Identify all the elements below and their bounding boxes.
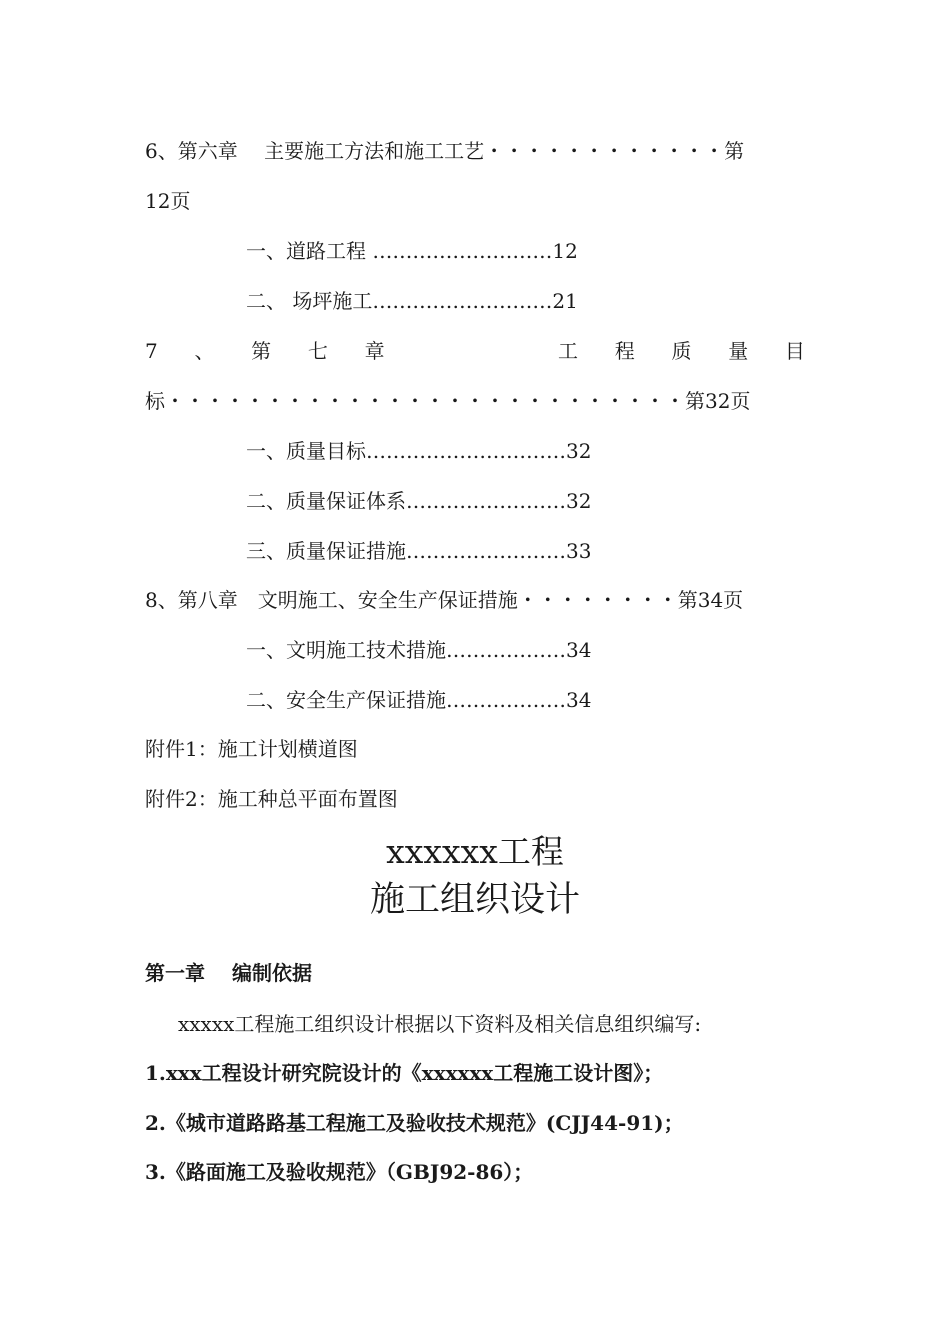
toc-chapter7-gap (421, 338, 521, 364)
reference-item: 3.《路面施工及验收规范》（GBJ92-86）； (145, 1160, 534, 1184)
toc-attachment: 附件1：施工计划横道图 (145, 737, 358, 761)
toc-chapter7-part: 量 (728, 339, 749, 363)
toc-item: 三、质量保证措施……………………33 (246, 539, 592, 563)
toc-item: 二、安全生产保证措施………………34 (246, 688, 592, 712)
toc-item: 一、质量目标…………………………32 (246, 439, 592, 463)
reference-item: 2.《城市道路路基工程施工及验收技术规范》(CJJ44-91)； (145, 1111, 684, 1135)
toc-chapter7-line2: 标・・・・・・・・・・・・・・・・・・・・・・・・・・第32页 (145, 389, 751, 413)
toc-item: 二、质量保证体系……………………32 (246, 489, 592, 513)
chapter1-heading: 第一章 编制依据 (145, 961, 312, 985)
toc-chapter7-part: 章 (364, 339, 385, 363)
toc-item: 二、 场坪施工………………………21 (246, 289, 578, 313)
reference-item: 1.xxx工程设计研究院设计的《xxxxxx工程施工设计图》； (145, 1061, 664, 1085)
toc-chapter8-line: 8、第八章 文明施工、安全生产保证措施・・・・・・・・第34页 (145, 588, 744, 612)
toc-chapter7-part: 7 (145, 339, 158, 363)
toc-attachment: 附件2：施工种总平面布置图 (145, 787, 398, 811)
document-title-line1: xxxxxx工程 (386, 832, 564, 871)
toc-chapter7-part: 、 (194, 339, 215, 363)
toc-item: 一、文明施工技术措施………………34 (246, 638, 592, 662)
toc-chapter7-line1 (145, 338, 805, 364)
toc-chapter6-line2: 12页 (145, 189, 191, 213)
document-title-line2: 施工组织设计 (369, 880, 580, 920)
toc-chapter7-part: 工 (558, 339, 579, 363)
toc-chapter7-part: 目 (784, 339, 805, 363)
toc-item: 一、道路工程 ………………………12 (246, 239, 578, 263)
toc-chapter7-part: 程 (614, 339, 635, 363)
toc-chapter7-part: 第 (251, 339, 272, 363)
toc-chapter7-part: 质 (671, 339, 692, 363)
chapter1-intro: xxxxx工程施工组织设计根据以下资料及相关信息组织编写: (178, 1012, 702, 1036)
toc-chapter6-line1: 6、第六章 主要施工方法和施工工艺・・・・・・・・・・・・第 (145, 139, 745, 163)
toc-chapter7-part: 七 (307, 339, 328, 363)
